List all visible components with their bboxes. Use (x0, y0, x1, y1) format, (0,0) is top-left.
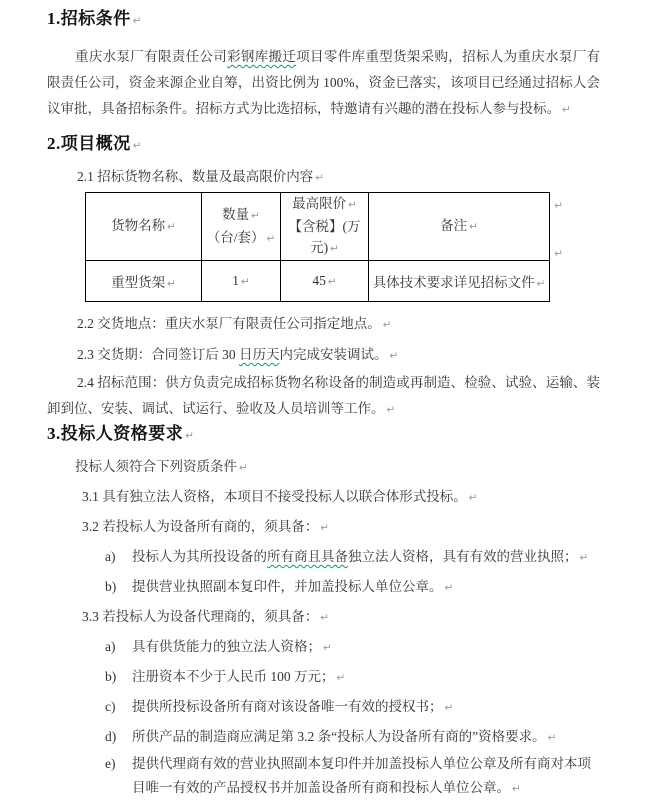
item-text: 独立法人资格，具有有效的营业执照； (348, 549, 578, 564)
item-2-1 (77, 167, 600, 188)
item-text: 具有供货能力的独立法人资格； (132, 639, 321, 654)
list-item-label: d) (105, 729, 117, 744)
section-3-intro (75, 457, 600, 478)
list-item-text (132, 547, 600, 568)
header-cell-note (369, 193, 550, 261)
cell-mark: ↵ (167, 221, 176, 233)
list-item-3-2-a (105, 547, 600, 568)
cell-mark: ↵ (348, 199, 357, 211)
spellcheck-wavy-text: 彩钢库搬迁 (227, 49, 297, 64)
spellcheck-wavy-text: 所有商且具备 (267, 549, 348, 564)
list-item-3-3-a (105, 637, 600, 658)
header-text: 【含税】(万元) (288, 219, 361, 255)
header-cell-price (281, 193, 369, 261)
spellcheck-wavy-text: 日历天 (239, 347, 280, 362)
header-text: 货物名称 (111, 218, 166, 233)
section-1-heading-text: 1.招标条件 (47, 9, 131, 28)
item-text: 提供所投标设备所有商对该设备唯一有效的授权书； (132, 699, 443, 714)
cell-mark: ↵ (167, 278, 176, 290)
item-text: 提供代理商有效的营业执照副本复印件并加盖投标人单位公章及所有商对本项目唯一有效的产品授权书并加盖设备所有商和投标人单位公章。 (132, 756, 591, 795)
list-item-text (132, 697, 600, 718)
header-cell-name (86, 193, 202, 261)
paragraph-mark: ↵ (389, 350, 399, 362)
paragraph-mark: ↵ (444, 582, 454, 594)
item-3-3 (82, 607, 600, 628)
list-item-3-3-e (105, 752, 600, 801)
list-item-label: b) (105, 669, 117, 684)
list-item-3-3-d (105, 727, 600, 748)
row-end-mark: ↵ (554, 200, 563, 212)
paragraph-text: 重庆水泵厂有限责任公司 (75, 49, 228, 64)
item-3-2 (82, 517, 600, 538)
paragraph-text: 项目零件库重型货架采购，招标人为重庆水泵厂有限责任公司，资金来源企业自筹，出资比例为 100%，资金已落实，该项目已经通过招标人会议审批，具备招标条件。招标方式为比选招标，特邀请有兴趣的潜在投标人参与投标。 (47, 49, 601, 116)
list-item-3-3-c (105, 697, 600, 718)
paragraph-mark: ↵ (382, 319, 392, 331)
section-1-paragraph (47, 44, 600, 123)
item-2-3 (77, 345, 600, 366)
item-3-1 (82, 487, 600, 508)
paragraph-mark: ↵ (468, 492, 478, 504)
item-text: 注册资本不少于人民币 100 万元； (132, 669, 335, 684)
paragraph-mark: ↵ (185, 430, 195, 442)
header-text: 备注 (440, 218, 468, 233)
cell-mark: ↵ (240, 276, 250, 288)
cell-mark: ↵ (266, 232, 276, 245)
list-item-3-3-b (105, 667, 600, 688)
cell-text: 具体技术要求详见招标文件 (372, 275, 535, 290)
item-text: 2.1 招标货物名称、数量及最高限价内容 (77, 169, 314, 184)
paragraph-mark: ↵ (320, 522, 330, 534)
goods-table-wrapper (85, 192, 563, 302)
paragraph-mark: ↵ (239, 462, 248, 474)
paragraph-mark: ↵ (323, 642, 332, 654)
paragraph-mark: ↵ (320, 612, 330, 624)
cell-text: 1 (232, 273, 239, 288)
cell-text: 重型货架 (111, 275, 166, 290)
paragraph-mark: ↵ (562, 104, 571, 116)
item-2-2 (77, 314, 600, 335)
header-text: （台/套） (206, 229, 265, 245)
item-text: 提供营业执照副本复印件，并加盖投标人单位公章。 (132, 579, 443, 594)
paragraph-mark: ↵ (132, 15, 143, 27)
item-text: 2.2 交货地点：重庆水泵厂有限责任公司指定地点。 (77, 316, 381, 331)
paragraph-mark: ↵ (386, 404, 396, 416)
list-item-label: b) (105, 579, 117, 594)
goods-table (85, 192, 550, 302)
section-1-heading (47, 8, 600, 32)
cell-mark: ↵ (327, 276, 337, 288)
paragraph-mark: ↵ (336, 672, 346, 684)
data-cell-qty (202, 261, 281, 302)
list-item-label: c) (105, 699, 116, 714)
cell-text: 45 (312, 273, 326, 288)
paragraph-mark: ↵ (579, 552, 589, 564)
section-2-heading (47, 133, 600, 157)
item-text: 所供产品的制造商应满足第 3.2 条“投标人为设备所有商的”资格要求。 (132, 729, 546, 744)
data-cell-note (369, 261, 550, 302)
item-text: 2.3 交货期：合同签订后 30 (77, 347, 239, 362)
list-item-label: a) (105, 639, 116, 654)
list-item-text (132, 727, 600, 748)
table-header-row (86, 193, 550, 261)
list-item-3-2-b (105, 577, 600, 598)
item-2-4 (47, 370, 600, 423)
table-data-row (86, 261, 550, 302)
section-2-heading-text: 2.项目概况 (47, 134, 131, 153)
item-text: 2.4 招标范围：供方负责完成招标货物名称设备的制造或再制造、检验、试验、运输、装卸到位、安装、调试、试运行、验收及人员培训等工作。 (47, 375, 600, 416)
cell-mark: ↵ (469, 221, 478, 233)
list-item-text (132, 752, 600, 801)
header-text: 数量 (222, 206, 250, 222)
item-text: 投标人为其所投设备的 (132, 549, 267, 564)
list-item-text (132, 637, 600, 658)
row-end-mark: ↵ (554, 248, 563, 260)
paragraph-mark: ↵ (444, 702, 454, 714)
list-item-text (132, 577, 600, 598)
intro-text: 投标人须符合下列资质条件 (75, 459, 237, 474)
paragraph-mark: ↵ (512, 783, 521, 795)
paragraph-mark: ↵ (547, 732, 557, 744)
cell-mark: ↵ (330, 243, 339, 255)
paragraph-mark: ↵ (315, 172, 325, 184)
header-text: 最高限价 (292, 196, 347, 211)
section-3-heading-text: 3.投标人资格要求 (47, 424, 184, 443)
header-cell-qty (202, 193, 281, 261)
paragraph-mark: ↵ (132, 140, 143, 152)
data-cell-name (86, 261, 202, 302)
item-text: 3.2 若投标人为设备所有商的，须具备： (82, 519, 319, 534)
cell-mark: ↵ (536, 278, 546, 290)
list-item-label: a) (105, 549, 116, 564)
item-text: 3.3 若投标人为设备代理商的，须具备： (82, 609, 319, 624)
section-3-heading (47, 423, 600, 447)
item-text: 3.1 具有独立法人资格，本项目不接受投标人以联合体形式投标。 (82, 489, 467, 504)
list-item-text (132, 667, 600, 688)
item-text: 内完成安装调试。 (279, 347, 388, 362)
cell-mark: ↵ (251, 209, 260, 222)
list-item-label: e) (105, 756, 116, 771)
data-cell-price (281, 261, 369, 302)
